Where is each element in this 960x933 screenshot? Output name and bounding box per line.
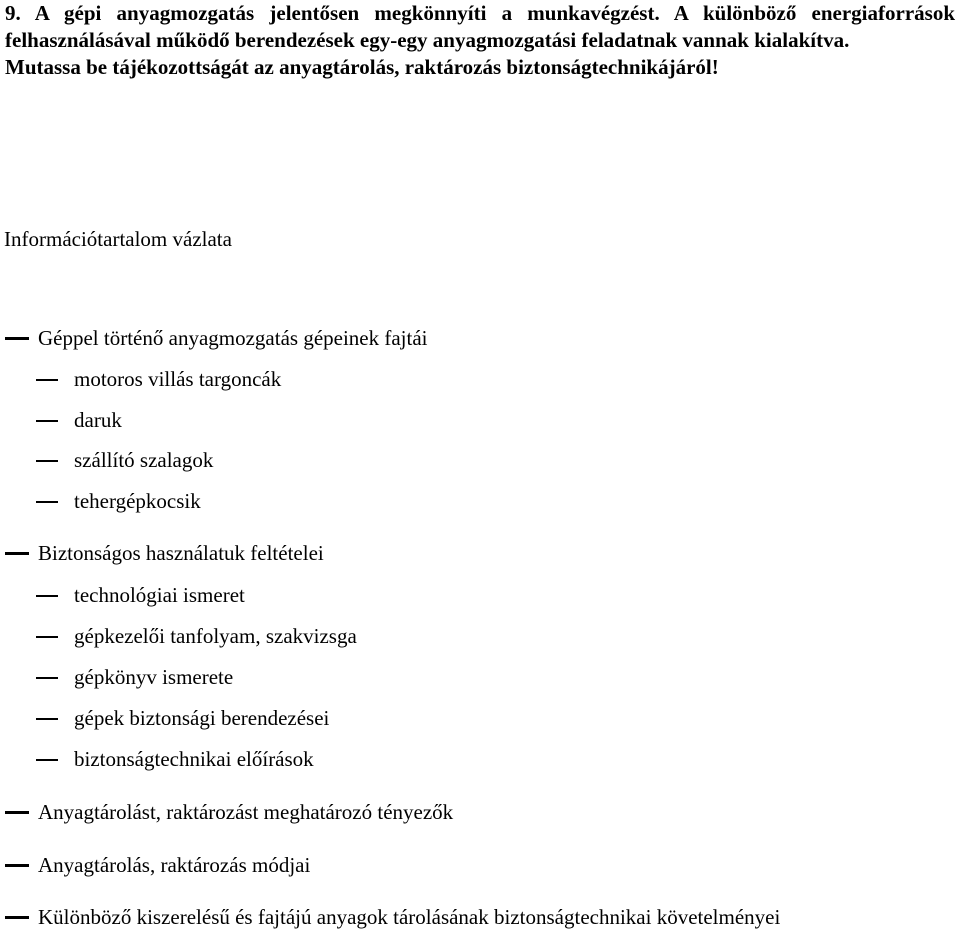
dash-bullet (36, 501, 58, 503)
outline-subitem-label: gépkönyv ismerete (74, 665, 234, 689)
question-block (5, 0, 955, 81)
outline-group-storage-methods (38, 852, 310, 878)
dash-bullet (36, 460, 58, 462)
outline-group-machine-types (38, 325, 428, 351)
dash-bullet (5, 916, 29, 919)
outline-group-label: Biztonságos használatuk feltételei (38, 541, 324, 565)
outline-subitem-label: tehergépkocsik (74, 489, 201, 513)
outline-subitem-label: szállító szalagok (74, 448, 214, 472)
outline-subitem-label: daruk (74, 408, 122, 432)
dash-bullet (36, 759, 58, 761)
outline-group-storage-safety-requirements (38, 904, 780, 930)
outline-subitem-label: gépek biztonsági berendezései (74, 706, 330, 730)
dash-bullet (36, 718, 58, 720)
outline-subitem (74, 664, 233, 690)
dash-bullet (5, 864, 29, 867)
outline-subitem (74, 705, 329, 731)
outline-subitem (74, 488, 201, 514)
dash-bullet (5, 337, 29, 340)
dash-bullet (5, 811, 29, 814)
outline-subitem-label: gépkezelői tanfolyam, szakvizsga (74, 624, 357, 648)
outline-group-label: Anyagtárolást, raktározást meghatározó tényezők (38, 800, 454, 824)
dash-bullet (36, 677, 58, 679)
dash-bullet (36, 420, 58, 422)
question-task: Mutassa be tájékozottságát az anyagtárolás, raktározás biztonságtechnikájáról! (5, 55, 719, 79)
dash-bullet (36, 595, 58, 597)
outline-subitem (74, 582, 245, 608)
outline-subitem-label: technológiai ismeret (74, 583, 245, 607)
outline-subitem (74, 746, 314, 772)
outline-group-label: Különböző kiszerelésű és fajtájú anyagok tárolásának biztonságtechnikai követelményei (38, 905, 781, 929)
outline-group-storage-factors (38, 799, 453, 825)
outline-subitem-label: motoros villás targoncák (74, 367, 282, 391)
outline-title: Információtartalom vázlata (4, 227, 232, 251)
outline-subitem-label: biztonságtechnikai előírások (74, 747, 314, 771)
dash-bullet (5, 552, 29, 555)
outline-group-safe-use-conditions (38, 540, 324, 566)
outline-subitem (74, 447, 213, 473)
dash-bullet (36, 379, 58, 381)
outline-group-label: Anyagtárolás, raktározás módjai (38, 853, 311, 877)
outline-group-label: Géppel történő anyagmozgatás gépeinek fajtái (38, 326, 428, 350)
question-intro: 9. A gépi anyagmozgatás jelentősen megkönnyíti a munkavégzést. A különböző energiaforrások felhasználásával működő berendezések egy-egy anyagmozgatási feladatnak vannak kialakítva. (5, 1, 955, 52)
outline-subitem (74, 366, 281, 392)
outline-subitem (74, 623, 357, 649)
outline-subitem (74, 407, 122, 433)
dash-bullet (36, 636, 58, 638)
